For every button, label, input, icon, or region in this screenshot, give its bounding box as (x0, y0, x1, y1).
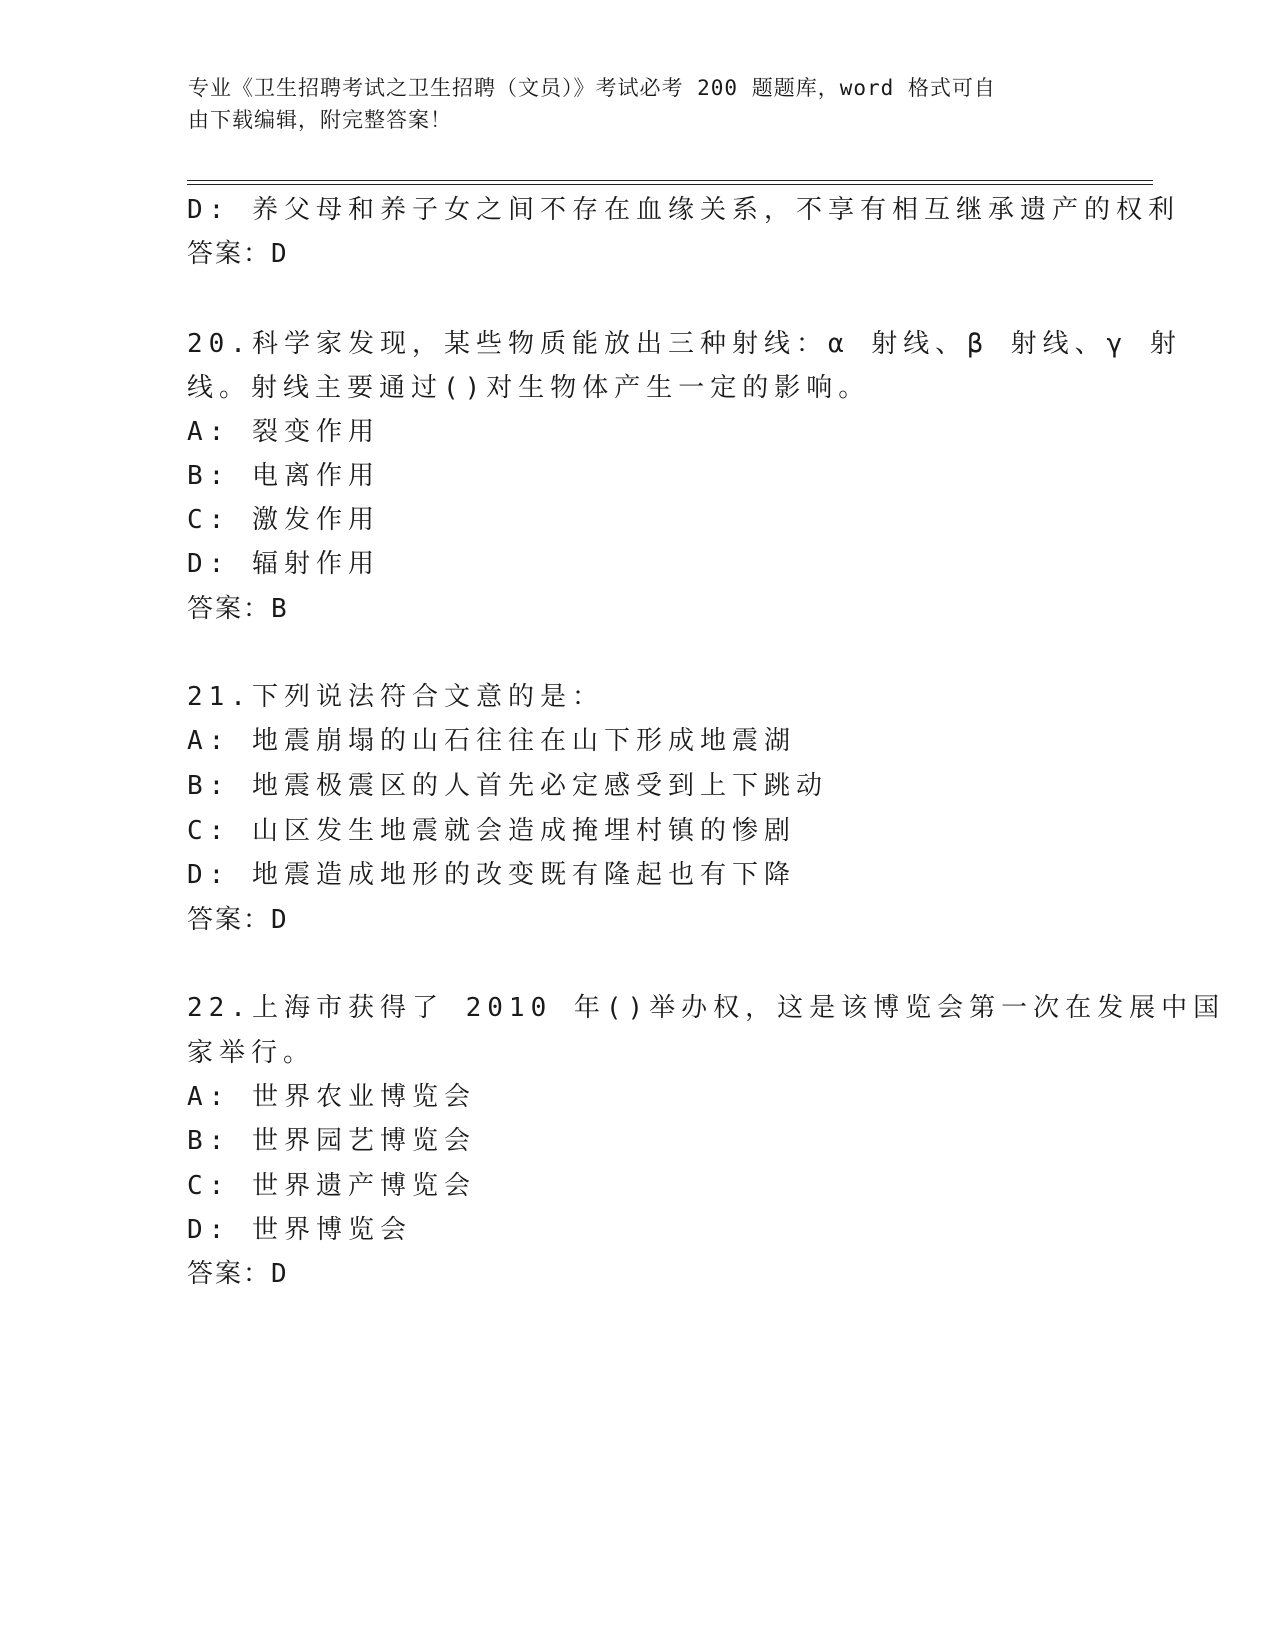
q20-option-d: D: 辐射作用 (187, 549, 380, 579)
q21-answer: 答案：D (187, 905, 289, 935)
q19-option-d: D: 养父母和养子女之间不存在血缘关系，不享有相互继承遗产的权利 (187, 195, 1180, 225)
header-line-1: 专业《卫生招聘考试之卫生招聘（文员）》考试必考 200 题题库，word 格式可自 (188, 76, 996, 100)
q21-option-a: A: 地震崩塌的山石往往在山下形成地震湖 (187, 726, 796, 756)
q21-option-b: B: 地震极震区的人首先必定感受到上下跳动 (187, 771, 828, 801)
q22-option-c: C: 世界遗产博览会 (187, 1171, 476, 1201)
q21-stem-line-1: 21.下列说法符合文意的是： (187, 682, 604, 712)
q20-option-a: A: 裂变作用 (187, 417, 380, 447)
q19-answer: 答案：D (187, 239, 289, 269)
q22-stem-line-2: 家举行。 (187, 1038, 316, 1068)
q21-option-d: D: 地震造成地形的改变既有隆起也有下降 (187, 860, 796, 890)
q20-stem-line-1: 20.科学家发现，某些物质能放出三种射线：α 射线、β 射线、γ 射 (187, 329, 1182, 359)
q22-option-a: A: 世界农业博览会 (187, 1082, 476, 1112)
header-divider-bottom (187, 184, 1153, 185)
header-divider-top (187, 180, 1153, 181)
q22-answer: 答案：D (187, 1259, 289, 1289)
header-line-2: 由下载编辑，附完整答案！ (188, 108, 452, 132)
page-header (188, 72, 1088, 136)
q20-option-c: C: 激发作用 (187, 505, 380, 535)
q22-option-b: B: 世界园艺博览会 (187, 1126, 476, 1156)
q22-stem-line-1: 22.上海市获得了 2010 年()举办权，这是该博览会第一次在发展中国 (187, 993, 1226, 1023)
q20-option-b: B: 电离作用 (187, 461, 380, 491)
q22-option-d: D: 世界博览会 (187, 1215, 412, 1245)
q20-answer: 答案：B (187, 594, 289, 624)
q21-option-c: C: 山区发生地震就会造成掩埋村镇的惨剧 (187, 816, 796, 846)
q20-stem-line-2: 线。射线主要通过()对生物体产生一定的影响。 (187, 373, 871, 403)
